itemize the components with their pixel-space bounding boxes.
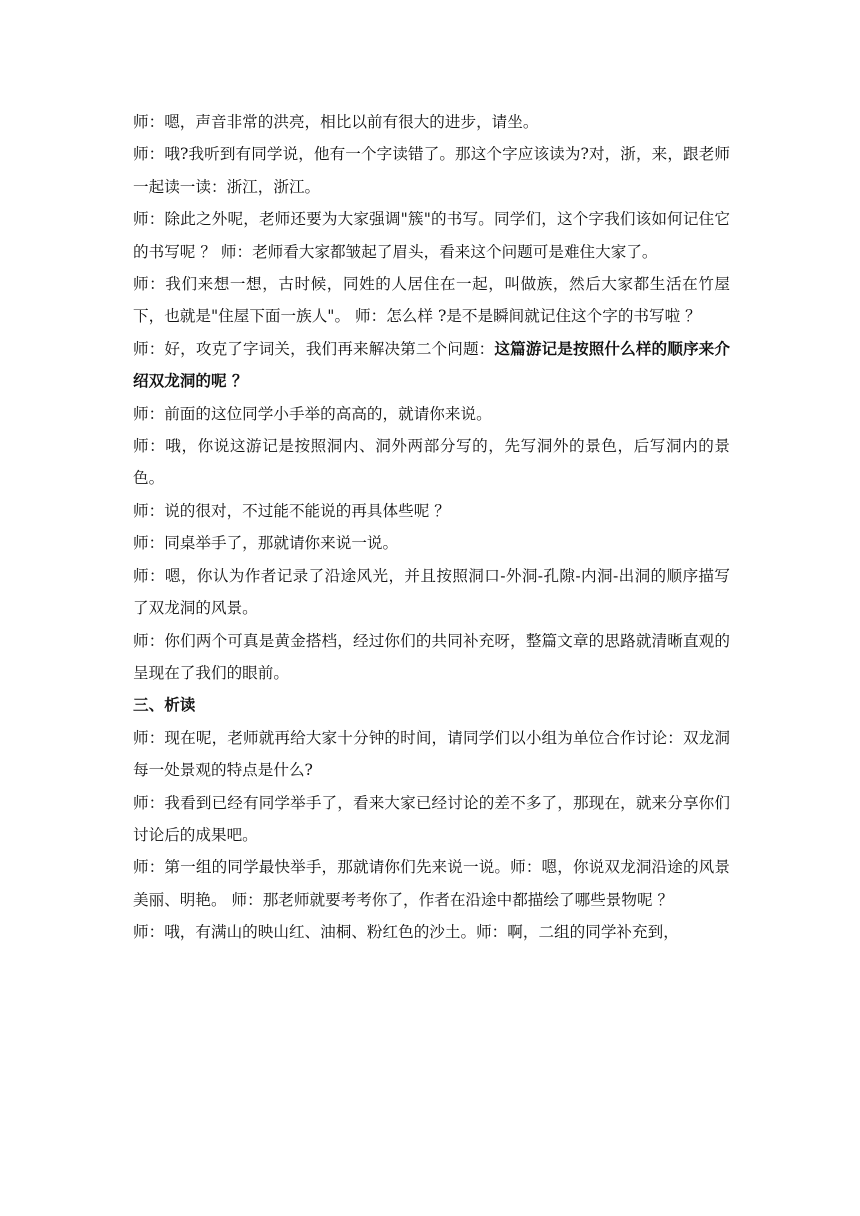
paragraph: 师：你们两个可真是黄金搭档，经过你们的共同补充呀，整篇文章的思路就清晰直观的呈现在了我们的眼前。 [133, 631, 730, 682]
document-body [133, 106, 730, 949]
paragraph: 师：我看到已经有同学举手了，看来大家已经讨论的差不多了，那现在，就来分享你们讨论后的成果吧。 [133, 793, 730, 844]
paragraph-lead: 师：好，攻克了字词关，我们再来解决第二个问题： [133, 339, 495, 358]
paragraph: 师：现在呢，老师就再给大家十分钟的时间，请同学们以小组为单位合作讨论：双龙洞每一处景观的特点是什么? [133, 728, 730, 780]
section-heading: 三、析读 [133, 695, 196, 715]
paragraph: 师：前面的这位同学小手举的高高的，就请你来说。 [133, 404, 492, 423]
paragraph: 师：第一组的同学最快举手，那就请你们先来说一说。师：嗯，你说双龙洞沿途的风景美丽、明艳。 师：那老师就要考考你了，作者在沿途中都描绘了哪些景物呢 ？ [133, 858, 730, 909]
paragraph-with-question [133, 333, 730, 398]
paragraph: 师：除此之外呢，老师还要为大家强调"簇"的书写。同学们，这个字我们该如何记住它的书写呢 ？ 师：老师看大家都皱起了眉头，看来这个问题可是难住大家了。 [133, 210, 730, 261]
paragraph: 师：哦，你说这游记是按照洞内、洞外两部分写的，先写洞外的景色，后写洞内的景色。 [133, 437, 730, 488]
paragraph: 师：说的很对，不过能不能说的再具体些呢 ？ [133, 501, 450, 520]
paragraph: 师：嗯，你认为作者记录了沿途风光，并且按照洞口-外洞-孔隙-内洞-出洞的顺序描写了双龙洞的风景。 [133, 566, 730, 618]
paragraph: 师：同桌举手了，那就请你来说一说。 [133, 534, 399, 553]
paragraph: 师：我们来想一想，古时候，同姓的人居住在一起，叫做族，然后大家都生活在竹屋下，也就是"住屋下面一族人"。 师：怎么样 ?是不是瞬间就记住这个字的书写啦 ？ [133, 275, 730, 326]
paragraph: 师：哦，有满山的映山红、油桐、粉红色的沙土。师：啊，二组的同学补充到， [133, 923, 679, 942]
paragraph: 师：嗯，声音非常的洪亮，相比以前有很大的进步，请坐。 [133, 113, 539, 131]
paragraph: 师：哦?我听到有同学说，他有一个字读错了。那这个字应该读为?对，浙，来，跟老师一起读一读：浙江，浙江。 [133, 145, 730, 196]
bold-question: 这篇游记是按照什么样的顺序来介绍双龙洞的呢 ？ [133, 338, 730, 391]
